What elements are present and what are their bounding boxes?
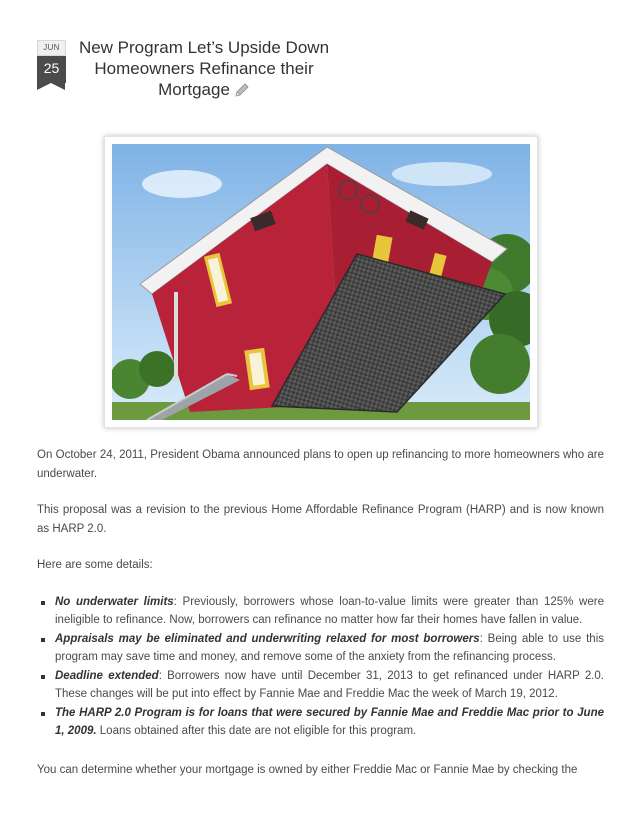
post-date-month: JUN [37,40,66,56]
list-item [55,630,604,667]
detail-text: : Borrowers now have until December 31, 2013 to get refinanced under HARP 2.0. These changes will be put into effect by Fannie Mae and Freddie Mac the week of March 19, 2012. [55,669,604,700]
list-item [55,667,604,704]
post-date-day: 25 [37,56,66,83]
body-paragraph: You can determine whether your mortgage is owned by either Freddie Mac or Fannie Mae by checking the [37,763,578,776]
body-paragraph: This proposal was a revision to the previous Home Affordable Refinance Program (HARP) and is now known as HARP 2.0. [37,504,604,535]
post-date-badge [37,40,66,90]
detail-heading: No underwater limits [55,595,174,608]
post-title-text[interactable]: New Program Let’s Upside Down Homeowners Refinance their Mortgage [78,38,330,99]
detail-text: Loans obtained after this date are not eligible for this program. [96,725,417,737]
pencil-icon[interactable] [234,82,250,103]
detail-heading: Deadline extended [55,669,159,682]
post-title[interactable] [74,37,334,103]
detail-text: : Being able to use this program may save time and money, and remove some of the anxiety from the refinancing process. [55,632,604,663]
post-body [37,446,604,797]
detail-text: : Previously, borrowers whose loan-to-value limits were greater than 125% were ineligible to refinance. Now, borrowers can refinance no matter how far their homes have fallen in value. [55,595,604,626]
body-paragraph: On October 24, 2011, President Obama announced plans to open up refinancing to more homeowners who are underwater. [37,449,604,480]
detail-heading: The HARP 2.0 Program is for loans that were secured by Fannie Mae and Freddie Mac prior to June 1, 2009. [55,706,604,737]
post-featured-image[interactable] [104,136,538,428]
detail-heading: Appraisals may be eliminated and underwriting relaxed for most borrowers [55,632,480,645]
details-list [37,593,604,741]
date-ribbon-tail [37,83,65,90]
list-item [55,593,604,630]
body-paragraph: Here are some details: [37,559,153,571]
list-item [55,704,604,741]
upside-down-house-photo [112,144,530,420]
